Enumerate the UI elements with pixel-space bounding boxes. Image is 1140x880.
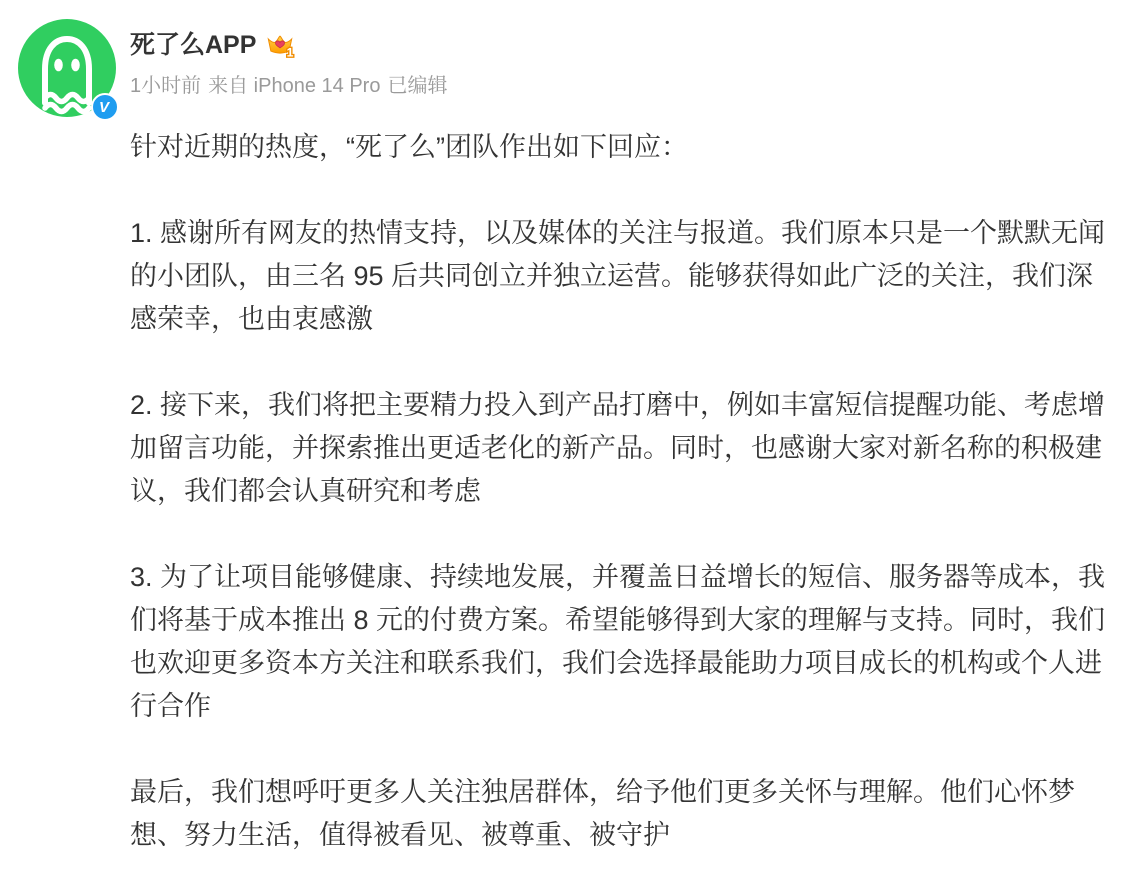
post-paragraph-intro: 针对近期的热度，“死了么”团队作出如下回应：	[130, 132, 688, 162]
post-source[interactable]: 来自 iPhone 14 Pro	[208, 75, 381, 97]
avatar[interactable]	[18, 19, 116, 117]
vip-level-number: 1	[286, 45, 294, 60]
post-paragraph-1: 1. 感谢所有网友的热情支持，以及媒体的关注与报道。我们原本只是一个默默无闻的小团队，由三名 95 后共同创立并独立运营。能够获得如此广泛的关注，我们深感荣幸，也由衷感激	[130, 218, 1106, 334]
author-row	[130, 26, 1112, 64]
post-edited[interactable]: 已编辑	[387, 75, 448, 97]
post-body	[130, 126, 1112, 857]
verified-badge-icon	[91, 93, 119, 121]
author-name[interactable]: 死了么APP	[130, 31, 257, 59]
post-content-column	[130, 18, 1112, 857]
verified-letter: V	[98, 98, 109, 116]
post-paragraph-2: 2. 接下来，我们将把主要精力投入到产品打磨中，例如丰富短信提醒功能、考虑增加留言功能，并探索推出更适老化的新产品。同时，也感谢大家对新名称的积极建议，我们都会认真研究和考虑	[130, 390, 1106, 506]
post-paragraph-final: 最后，我们想呼吁更多人关注独居群体，给予他们更多关怀与理解。他们心怀梦想、努力生活，值得被看见、被尊重、被守护	[130, 777, 1075, 850]
post-meta	[130, 72, 1112, 100]
post-time[interactable]: 1小时前	[130, 75, 202, 97]
post-paragraph-3: 3. 为了让项目能够健康、持续地发展，并覆盖日益增长的短信、服务器等成本，我们将基于成本推出 8 元的付费方案。希望能够得到大家的理解与支持。同时，我们也欢迎更多资本方关注和联系我们，我们会选择最能助力项目成长的机构或个人进行合作	[130, 562, 1106, 721]
vip-crown-icon	[265, 30, 295, 60]
